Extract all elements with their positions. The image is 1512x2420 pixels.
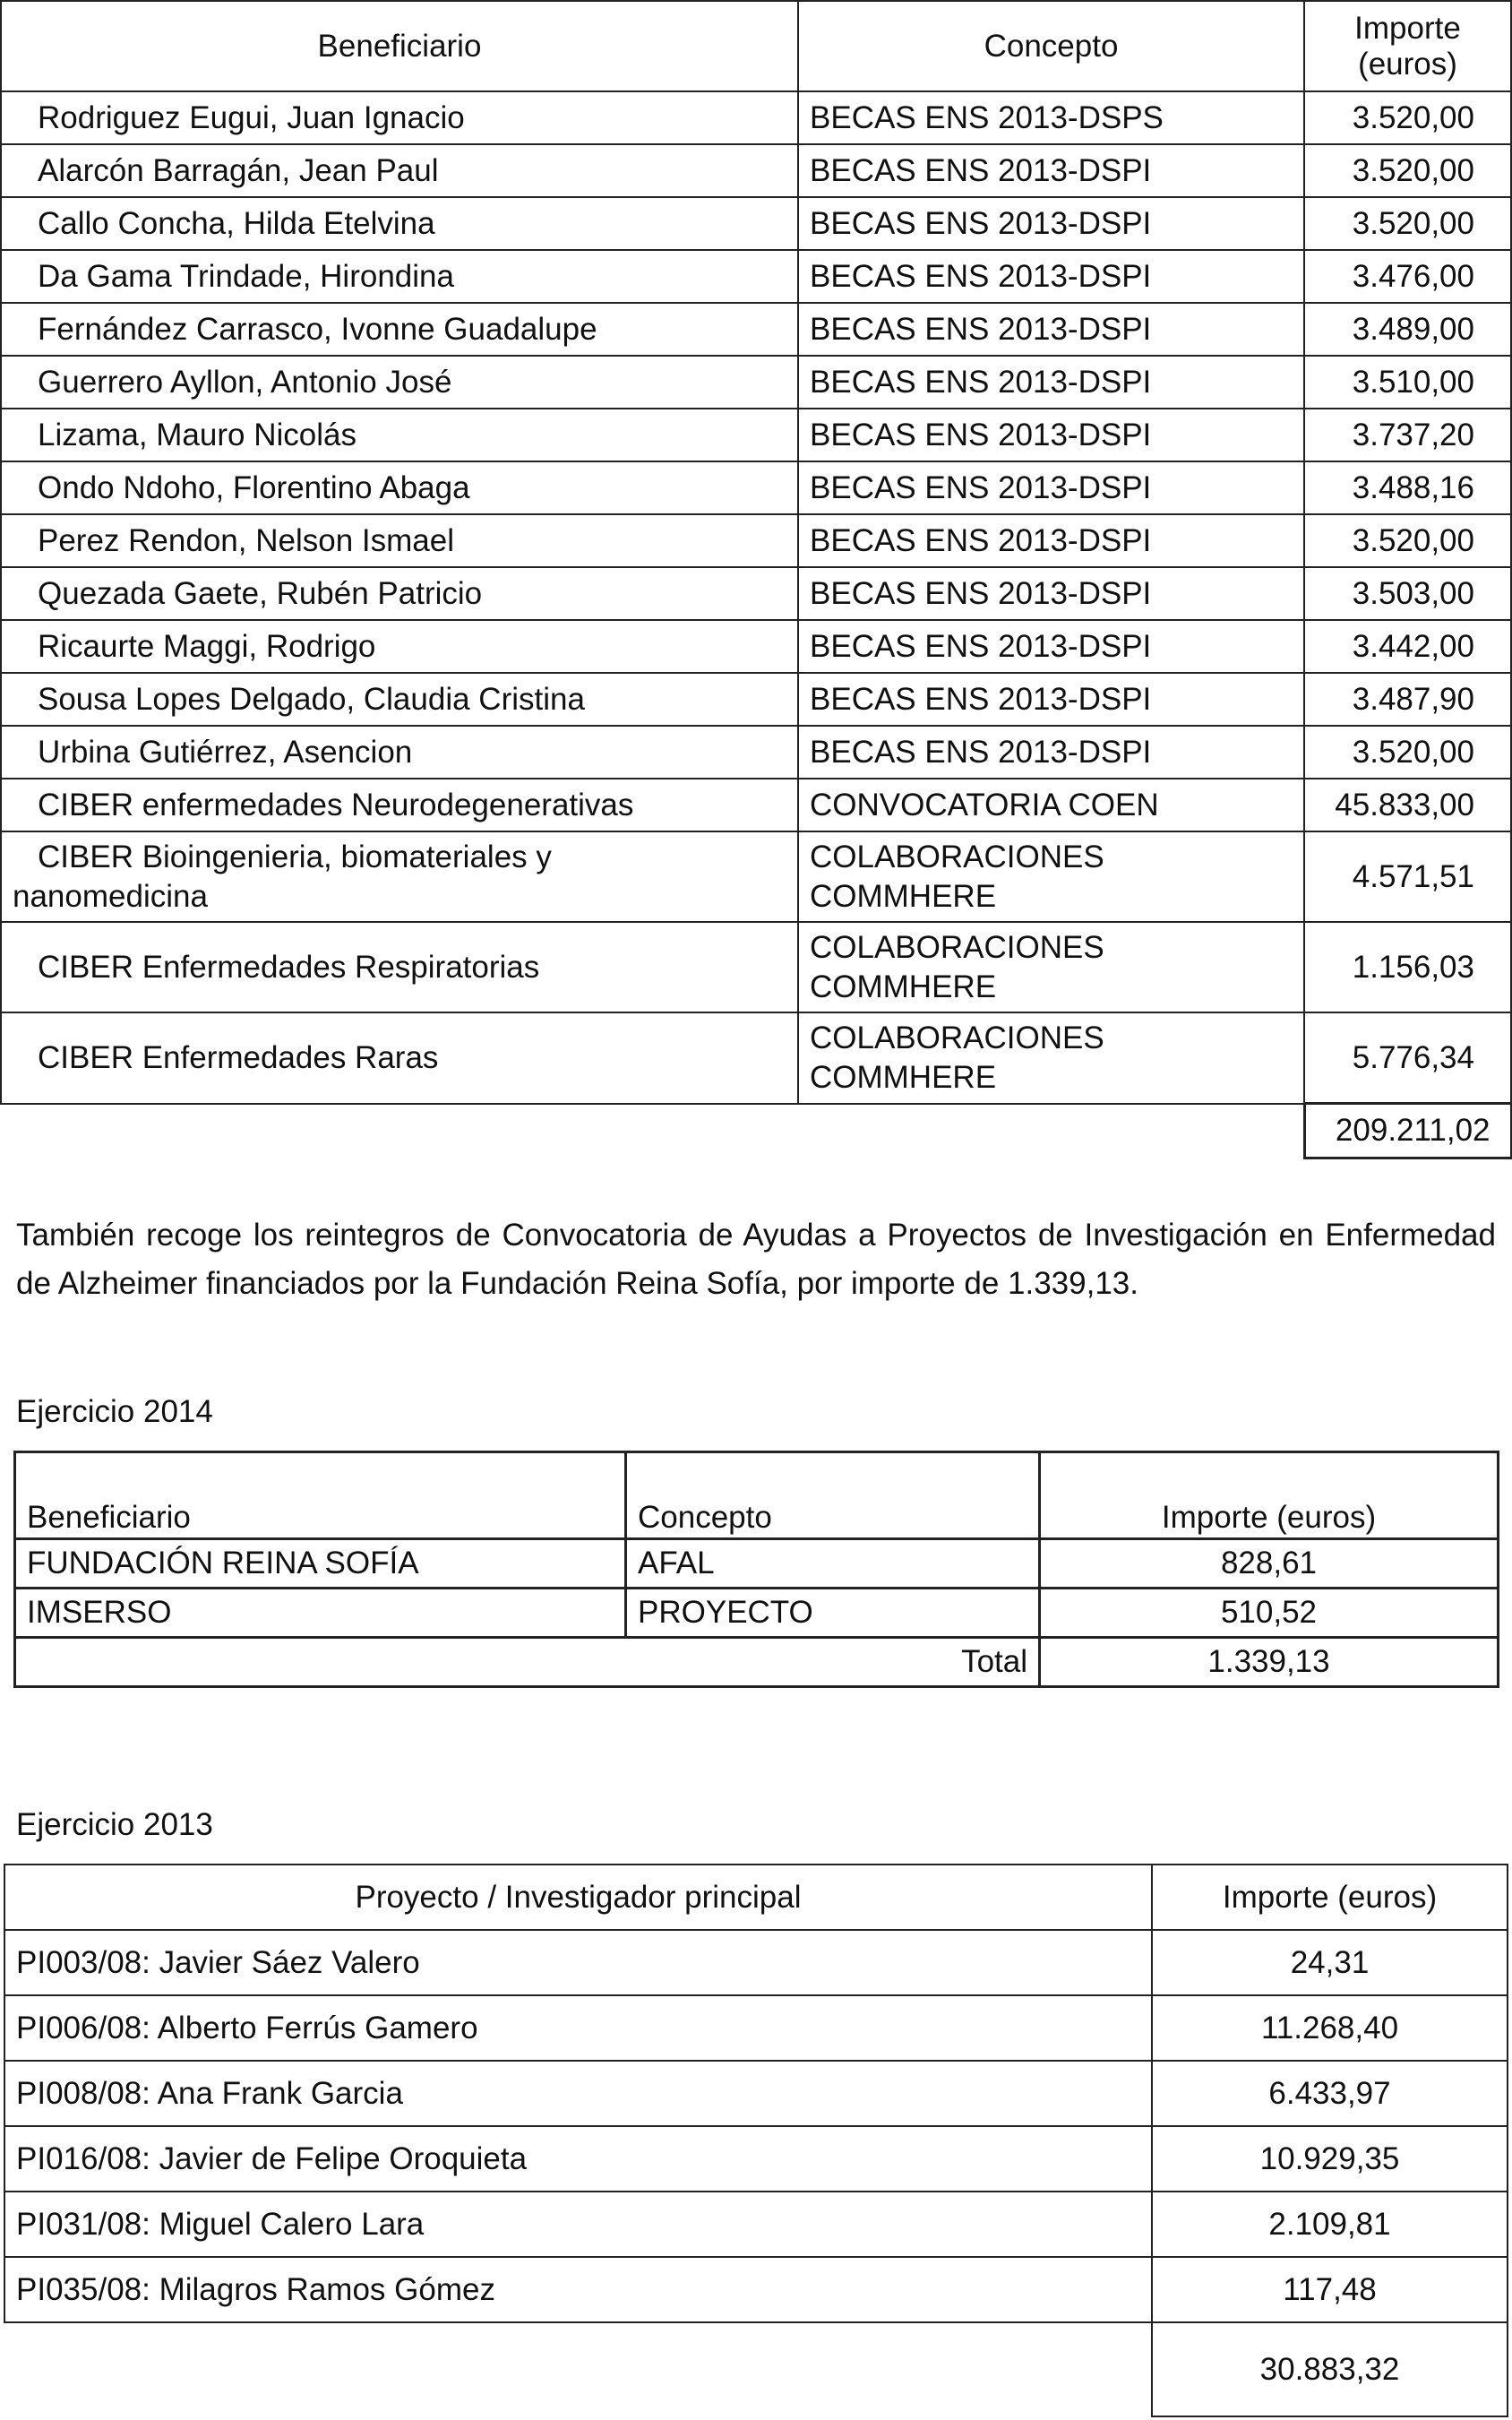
table-row bbox=[4, 2126, 1508, 2192]
table-row bbox=[1, 831, 1511, 922]
concepto-cell: BECAS ENS 2013-DSPI bbox=[798, 409, 1304, 461]
table-row bbox=[1, 567, 1511, 620]
beneficiario-cell: CIBER enfermedades Neurodegenerativas bbox=[1, 779, 798, 831]
importe-cell: 3.520,00 bbox=[1304, 197, 1511, 250]
table-row bbox=[4, 2061, 1508, 2126]
beneficiario-line1: CIBER Bioingenieria, biomateriales y bbox=[38, 839, 552, 874]
concepto-cell bbox=[798, 922, 1304, 1012]
table-row bbox=[15, 1589, 1499, 1638]
table-row bbox=[1, 1012, 1511, 1104]
importe-cell: 10.929,35 bbox=[1152, 2126, 1508, 2192]
table-row bbox=[15, 1539, 1499, 1589]
ejercicio-2014-table bbox=[13, 1451, 1499, 1688]
concepto-cell: BECAS ENS 2013-DSPI bbox=[798, 567, 1304, 620]
beneficiario-cell: Urbina Gutiérrez, Asencion bbox=[1, 726, 798, 779]
concepto-cell: BECAS ENS 2013-DSPI bbox=[798, 250, 1304, 303]
concepto-line2: COMMHERE bbox=[810, 969, 997, 1004]
header-importe: Importe (euros) bbox=[1152, 1865, 1508, 1930]
beneficiario-cell: Quezada Gaete, Rubén Patricio bbox=[1, 567, 798, 620]
concepto-cell bbox=[798, 1012, 1304, 1104]
importe-cell: 828,61 bbox=[1040, 1539, 1499, 1589]
beneficiario-cell: Callo Concha, Hilda Etelvina bbox=[1, 197, 798, 250]
concepto-line1: COLABORACIONES bbox=[810, 839, 1104, 874]
reintegros-paragraph: También recoge los reintegros de Convocatoria de Ayudas a Proyectos de Investigación en Enfermedad de Alzheimer financiados por la Fundación Reina Sofía, por importe de 1.339,13. bbox=[16, 1218, 1496, 1301]
concepto-cell bbox=[798, 831, 1304, 922]
importe-cell: 3.487,90 bbox=[1304, 673, 1511, 726]
beneficiario-cell: Fernández Carrasco, Ivonne Guadalupe bbox=[1, 303, 798, 356]
table-row bbox=[4, 1930, 1508, 1995]
concepto-cell: PROYECTO bbox=[626, 1589, 1040, 1638]
proyecto-cell: PI008/08: Ana Frank Garcia bbox=[4, 2061, 1152, 2126]
total-row bbox=[4, 2322, 1508, 2416]
importe-cell: 6.433,97 bbox=[1152, 2061, 1508, 2126]
table-row bbox=[1, 461, 1511, 514]
header-concepto: Concepto bbox=[626, 1452, 1040, 1539]
concepto-cell: BECAS ENS 2013-DSPI bbox=[798, 303, 1304, 356]
importe-cell: 45.833,00 bbox=[1304, 779, 1511, 831]
total-row bbox=[1, 1104, 1511, 1158]
beneficiario-cell: IMSERSO bbox=[15, 1589, 626, 1638]
header-importe bbox=[1304, 1, 1511, 91]
importe-cell: 4.571,51 bbox=[1304, 831, 1511, 922]
proyecto-cell: PI016/08: Javier de Felipe Oroquieta bbox=[4, 2126, 1152, 2192]
concepto-cell: BECAS ENS 2013-DSPS bbox=[798, 91, 1304, 144]
header-importe-line1: Importe bbox=[1354, 10, 1461, 46]
importe-cell: 3.520,00 bbox=[1304, 514, 1511, 567]
proyecto-cell: PI031/08: Miguel Calero Lara bbox=[4, 2192, 1152, 2257]
importe-cell: 3.488,16 bbox=[1304, 461, 1511, 514]
concepto-line2: COMMHERE bbox=[810, 878, 997, 914]
total-amount: 30.883,32 bbox=[1152, 2322, 1508, 2416]
beneficiario-cell: CIBER Enfermedades Raras bbox=[1, 1012, 798, 1104]
concepto-cell: BECAS ENS 2013-DSPI bbox=[798, 144, 1304, 197]
table-row bbox=[4, 2192, 1508, 2257]
beneficiario-cell: Da Gama Trindade, Hirondina bbox=[1, 250, 798, 303]
table-row bbox=[1, 779, 1511, 831]
beneficiario-cell: Ricaurte Maggi, Rodrigo bbox=[1, 620, 798, 673]
concepto-cell: BECAS ENS 2013-DSPI bbox=[798, 514, 1304, 567]
concepto-line1: COLABORACIONES bbox=[810, 929, 1104, 965]
beneficiario-cell: Guerrero Ayllon, Antonio José bbox=[1, 356, 798, 409]
table-row bbox=[1, 922, 1511, 1012]
importe-cell: 11.268,40 bbox=[1152, 1995, 1508, 2061]
table-row bbox=[1, 91, 1511, 144]
concepto-cell: CONVOCATORIA COEN bbox=[798, 779, 1304, 831]
beneficiario-cell: Perez Rendon, Nelson Ismael bbox=[1, 514, 798, 567]
ejercicio-2013-heading: Ejercicio 2013 bbox=[16, 1807, 213, 1842]
concepto-cell: BECAS ENS 2013-DSPI bbox=[798, 726, 1304, 779]
importe-cell: 3.520,00 bbox=[1304, 91, 1511, 144]
ejercicio-2013-table bbox=[4, 1864, 1508, 2417]
table-row bbox=[1, 197, 1511, 250]
table-row bbox=[1, 144, 1511, 197]
header-importe: Importe (euros) bbox=[1040, 1452, 1499, 1539]
total-label: Total bbox=[15, 1638, 1040, 1687]
importe-cell: 3.520,00 bbox=[1304, 726, 1511, 779]
concepto-cell: BECAS ENS 2013-DSPI bbox=[798, 197, 1304, 250]
table-row bbox=[1, 514, 1511, 567]
header-beneficiario: Beneficiario bbox=[15, 1452, 626, 1539]
beneficiario-line2: nanomedicina bbox=[13, 878, 208, 914]
ejercicio-2014-heading: Ejercicio 2014 bbox=[16, 1394, 213, 1429]
beneficiario-cell: Sousa Lopes Delgado, Claudia Cristina bbox=[1, 673, 798, 726]
importe-cell: 5.776,34 bbox=[1304, 1012, 1511, 1104]
total-amount: 209.211,02 bbox=[1304, 1104, 1511, 1158]
table-row bbox=[1, 620, 1511, 673]
proyecto-cell: PI035/08: Milagros Ramos Gómez bbox=[4, 2257, 1152, 2322]
beneficiario-cell: FUNDACIÓN REINA SOFÍA bbox=[15, 1539, 626, 1589]
importe-cell: 1.156,03 bbox=[1304, 922, 1511, 1012]
beneficiaries-table bbox=[0, 0, 1512, 1159]
importe-cell: 2.109,81 bbox=[1152, 2192, 1508, 2257]
proyecto-cell: PI003/08: Javier Sáez Valero bbox=[4, 1930, 1152, 1995]
empty-cell bbox=[4, 2322, 1152, 2416]
concepto-cell: AFAL bbox=[626, 1539, 1040, 1589]
concepto-line2: COMMHERE bbox=[810, 1059, 997, 1095]
beneficiario-cell: Rodriguez Eugui, Juan Ignacio bbox=[1, 91, 798, 144]
importe-cell: 3.489,00 bbox=[1304, 303, 1511, 356]
table-header-row bbox=[4, 1865, 1508, 1930]
table-row bbox=[1, 726, 1511, 779]
beneficiario-cell: CIBER Enfermedades Respiratorias bbox=[1, 922, 798, 1012]
concepto-line1: COLABORACIONES bbox=[810, 1020, 1104, 1055]
total-row bbox=[15, 1638, 1499, 1687]
table-row bbox=[1, 303, 1511, 356]
empty-cell bbox=[1, 1104, 798, 1158]
header-beneficiario: Beneficiario bbox=[1, 1, 798, 91]
beneficiario-cell: Lizama, Mauro Nicolás bbox=[1, 409, 798, 461]
importe-cell: 24,31 bbox=[1152, 1930, 1508, 1995]
table-row bbox=[1, 356, 1511, 409]
table-row bbox=[1, 250, 1511, 303]
concepto-cell: BECAS ENS 2013-DSPI bbox=[798, 461, 1304, 514]
importe-cell: 3.476,00 bbox=[1304, 250, 1511, 303]
beneficiario-cell: Alarcón Barragán, Jean Paul bbox=[1, 144, 798, 197]
table-header-row bbox=[15, 1452, 1499, 1539]
beneficiario-cell: Ondo Ndoho, Florentino Abaga bbox=[1, 461, 798, 514]
table-header-row bbox=[1, 1, 1511, 91]
importe-cell: 510,52 bbox=[1040, 1589, 1499, 1638]
beneficiario-cell bbox=[1, 831, 798, 922]
importe-cell: 117,48 bbox=[1152, 2257, 1508, 2322]
header-proyecto: Proyecto / Investigador principal bbox=[4, 1865, 1152, 1930]
concepto-cell: BECAS ENS 2013-DSPI bbox=[798, 620, 1304, 673]
table-row bbox=[4, 1995, 1508, 2061]
table-row bbox=[4, 2257, 1508, 2322]
header-importe-line2: (euros) bbox=[1358, 46, 1457, 82]
importe-cell: 3.520,00 bbox=[1304, 144, 1511, 197]
concepto-cell: BECAS ENS 2013-DSPI bbox=[798, 673, 1304, 726]
empty-cell bbox=[798, 1104, 1304, 1158]
proyecto-cell: PI006/08: Alberto Ferrús Gamero bbox=[4, 1995, 1152, 2061]
table-row bbox=[1, 409, 1511, 461]
importe-cell: 3.503,00 bbox=[1304, 567, 1511, 620]
importe-cell: 3.737,20 bbox=[1304, 409, 1511, 461]
table-row bbox=[1, 673, 1511, 726]
total-amount: 1.339,13 bbox=[1040, 1638, 1499, 1687]
header-concepto: Concepto bbox=[798, 1, 1304, 91]
importe-cell: 3.510,00 bbox=[1304, 356, 1511, 409]
concepto-cell: BECAS ENS 2013-DSPI bbox=[798, 356, 1304, 409]
importe-cell: 3.442,00 bbox=[1304, 620, 1511, 673]
